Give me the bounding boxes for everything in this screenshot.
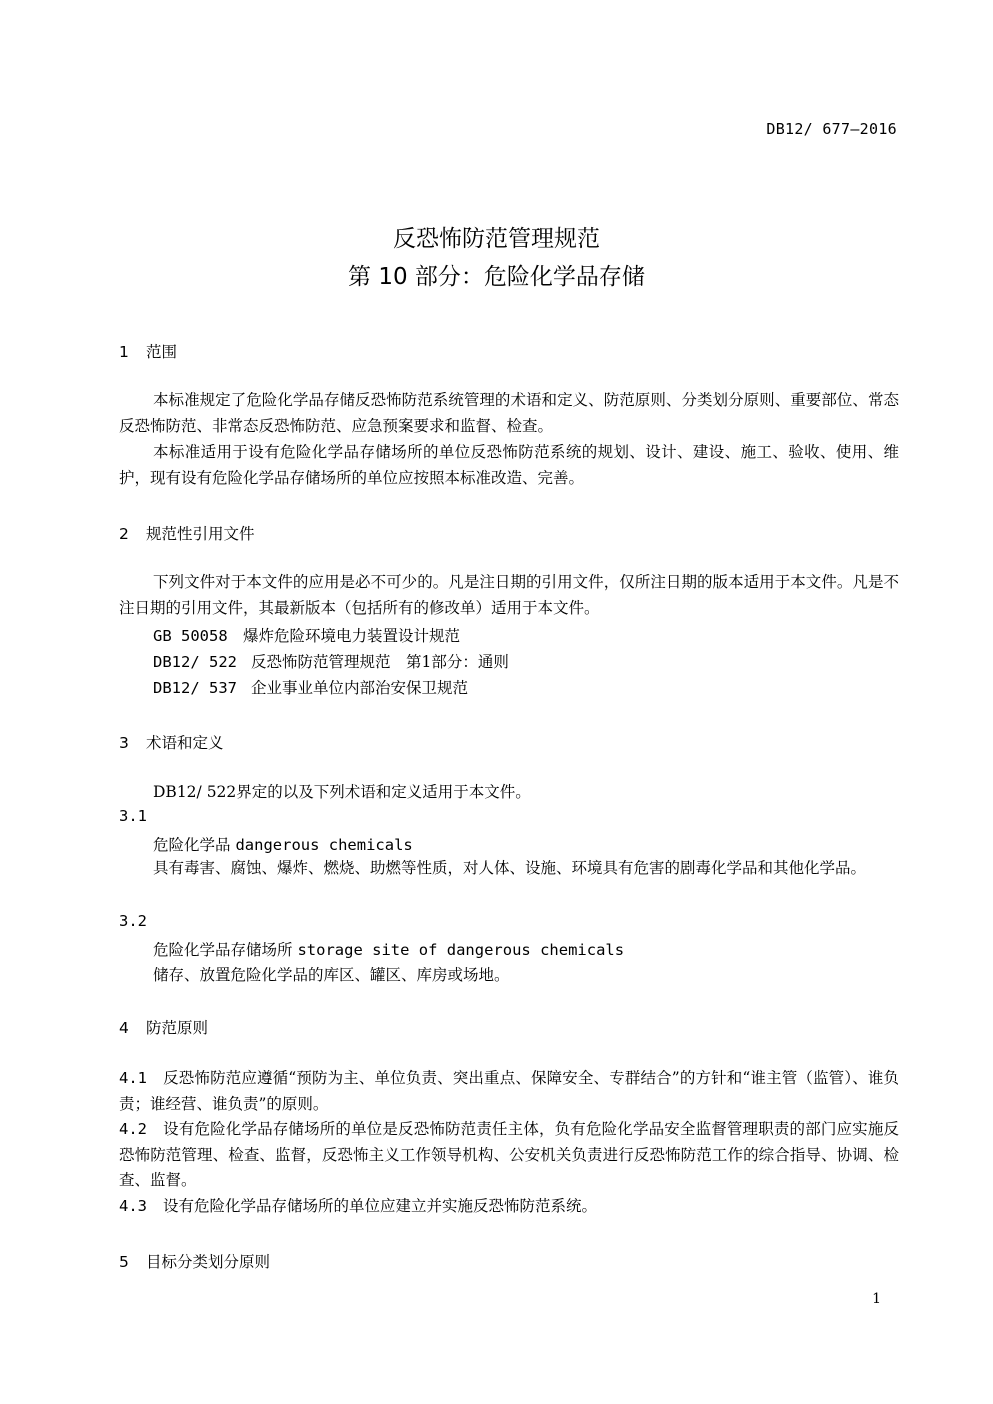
section-heading-5: 5 目标分类划分原则 — [119, 1253, 271, 1271]
page-number: 1 — [872, 1291, 881, 1307]
section-heading-3: 3 术语和定义 — [119, 734, 224, 752]
reference-item: GB 50058 爆炸危险环境电力装置设计规范 — [153, 627, 461, 645]
section-heading-4: 4 防范原则 — [119, 1019, 209, 1037]
section-heading-1: 1 范围 — [119, 343, 178, 361]
term-heading: 危险化学品存储场所 storage site of dangerous chemicals — [153, 941, 625, 959]
term-definition: 储存、放置危险化学品的库区、罐区、库房或场地。 — [153, 966, 510, 984]
section-1-paragraph-2: 本标准适用于设有危险化学品存储场所的单位反恐怖防范系统的规划、设计、建设、施工、验收、使用、维护，现有设有危险化学品存储场所的单位应按照本标准改造、完善。 — [119, 443, 899, 487]
term-heading: 危险化学品 dangerous chemicals — [153, 836, 413, 854]
term-definition: 具有毒害、腐蚀、爆炸、燃烧、助燃等性质，对人体、设施、环境具有危害的剧毒化学品和其他化学品。 — [153, 859, 867, 877]
section-2-intro: 下列文件对于本文件的应用是必不可少的。凡是注日期的引用文件，仅所注日期的版本适用于本文件。凡是不注日期的引用文件，其最新版本（包括所有的修改单）适用于本文件。 — [119, 573, 899, 617]
clause-4-3: 4.3 设有危险化学品存储场所的单位应建立并实施反恐怖防范系统。 — [119, 1197, 598, 1215]
section-heading-2: 2 规范性引用文件 — [119, 525, 255, 543]
document-subtitle: 第 10 部分：危险化学品存储 — [348, 264, 645, 290]
clause-4-1: 4.1 反恐怖防范应遵循“预防为主、单位负责、突出重点、保障安全、专群结合”的方针和“谁主管（监管）、谁负责；谁经营、谁负责”的原则。 — [119, 1069, 899, 1113]
reference-item: DB12/ 522 反恐怖防范管理规范 第1部分：通则 — [153, 653, 509, 671]
clause-4-2: 4.2 设有危险化学品存储场所的单位是反恐怖防范责任主体，负有危险化学品安全监督管理职责的部门应实施反恐怖防范管理、检查、监督，反恐怖主义工作领导机构、公安机关负责进行反恐怖防范工作的综合指导、协调、检查、监督。 — [119, 1120, 899, 1189]
document-title: 反恐怖防范管理规范 — [393, 226, 600, 252]
reference-item: DB12/ 537 企业事业单位内部治安保卫规范 — [153, 679, 469, 697]
document-number: DB12/ 677—2016 — [766, 120, 897, 138]
term-number: 3.2 — [119, 912, 147, 930]
section-1-paragraph-1: 本标准规定了危险化学品存储反恐怖防范系统管理的术语和定义、防范原则、分类划分原则、重要部位、常态反恐怖防范、非常态反恐怖防范、应急预案要求和监督、检查。 — [119, 391, 899, 435]
term-number: 3.1 — [119, 807, 147, 825]
section-3-intro: DB12/ 522界定的以及下列术语和定义适用于本文件。 — [153, 783, 531, 801]
